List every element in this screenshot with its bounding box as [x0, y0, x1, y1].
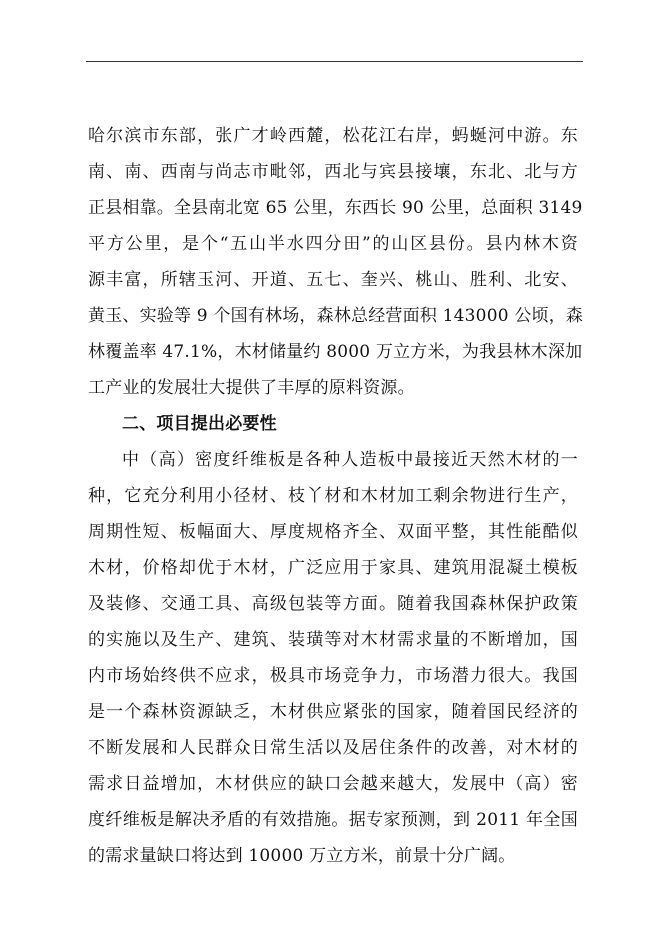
paragraph-line: 的实施以及生产、建筑、装璜等对木材需求量的不断增加，国: [88, 630, 578, 650]
paragraph-line: 源丰富，所辖玉河、开道、五七、奎兴、桃山、胜利、北安、: [88, 270, 578, 290]
paragraph-line: 哈尔滨市东部，张广才岭西麓，松花江右岸，蚂蜒河中游。东: [88, 126, 578, 146]
paragraph-line: 及装修、交通工具、高级包装等方面。随着我国森林保护政策: [88, 594, 578, 614]
paragraph-line: 林覆盖率 47.1%，木材储量约 8000 万立方米，为我县林木深加: [88, 342, 583, 362]
paragraph-line: 周期性短、板幅面大、厚度规格齐全、双面平整，其性能酷似: [88, 522, 578, 542]
paragraph-line: 内市场始终供不应求，极具市场竞争力，市场潜力很大。我国: [88, 666, 578, 686]
paragraph-line: 需求日益增加，木材供应的缺口会越来越大，发展中（高）密: [88, 774, 578, 794]
paragraph-line: 黄玉、实验等 9 个国有林场，森林总经营面积 143000 公顷，森: [88, 306, 584, 326]
paragraph-line: 种，它充分利用小径材、枝丫材和木材加工剩余物进行生产，: [88, 486, 578, 506]
paragraph-line: 的需求量缺口将达到 10000 万立方米，前景十分广阔。: [88, 846, 516, 866]
paragraph-line: 中（高）密度纤维板是各种人造板中最接近天然木材的一: [122, 450, 578, 470]
paragraph-line: 正县相靠。全县南北宽 65 公里，东西长 90 公里，总面积 3149: [88, 198, 583, 218]
section-heading: 二、项目提出必要性: [122, 414, 277, 434]
paragraph-line: 工产业的发展壮大提供了丰厚的原料资源。: [88, 378, 415, 398]
paragraph-line: 平方公里，是个“五山半水四分田”的山区县份。县内林木资: [88, 234, 578, 254]
paragraph-line: 度纤维板是解决矛盾的有效措施。据专家预测，到 2011 年全国: [88, 810, 578, 830]
paragraph-line: 是一个森林资源缺乏，木材供应紧张的国家，随着国民经济的: [88, 702, 578, 722]
paragraph-line: 木材，价格却优于木材，广泛应用于家具、建筑用混凝土模板: [88, 558, 578, 578]
paragraph-line: 南、南、西南与尚志市毗邻，西北与宾县接壤，东北、北与方: [88, 162, 578, 182]
paragraph-line: 不断发展和人民群众日常生活以及居住条件的改善，对木材的: [88, 738, 578, 758]
